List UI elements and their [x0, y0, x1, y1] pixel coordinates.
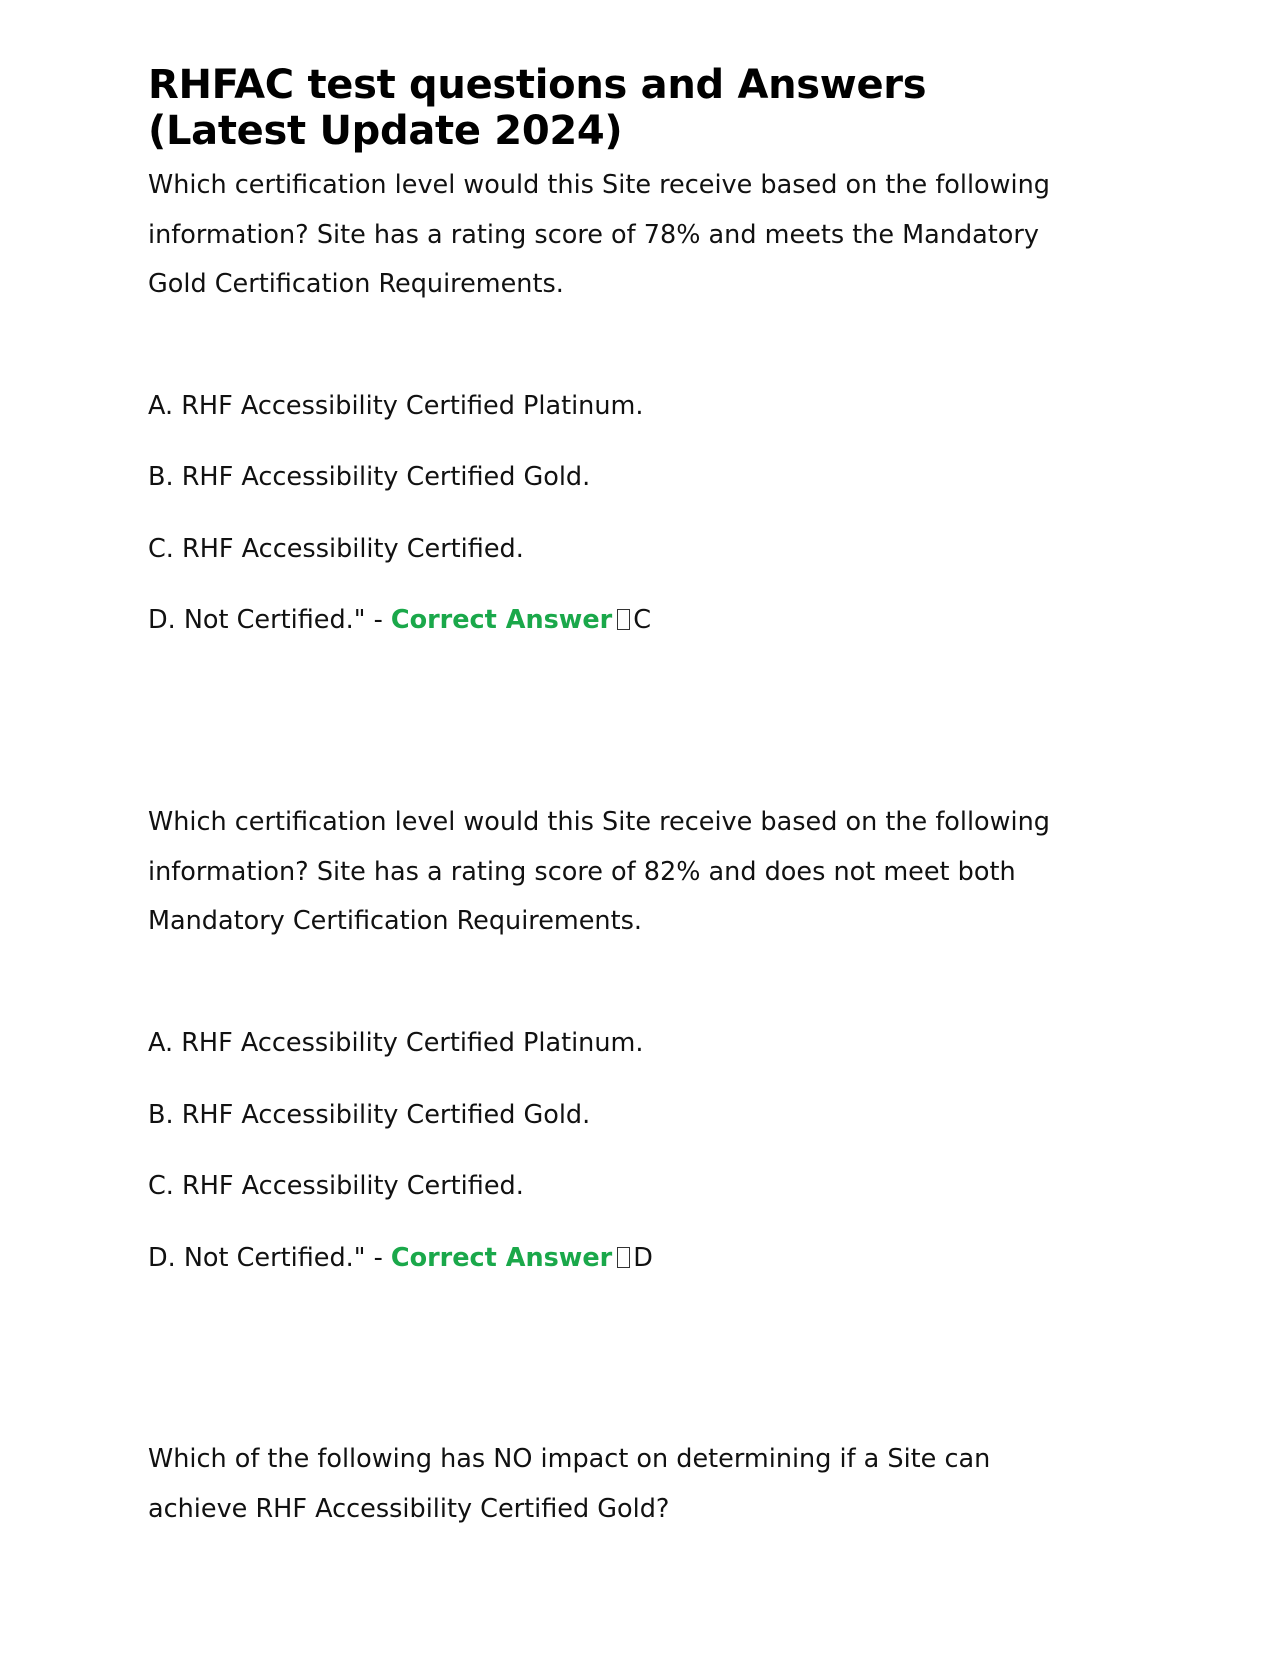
answer-option-with-answer: [148, 1242, 1150, 1273]
question-text: Which certification level would this Site receive based on the following information? Site has a rating score of 82% and does not meet both Mandatory Certification Requirements.: [148, 806, 1050, 937]
spacer: [148, 680, 1150, 764]
question-text: Which certification level would this Site receive based on the following information? Site has a rating score of 78% and meets the Mandatory Gold Certification Requirements.: [148, 169, 1050, 300]
answer-option: B. RHF Accessibility Certified Gold.: [148, 1099, 591, 1130]
page-title-line-2: (Latest Update 2024): [148, 108, 623, 155]
missing-glyph-icon: [617, 1247, 630, 1268]
answer-option-with-answer: [148, 605, 1150, 636]
spacer: [148, 1317, 1150, 1401]
spacer: [148, 1401, 1150, 1435]
correct-answer-label: Correct Answer: [390, 1242, 613, 1273]
page-title-line-1: RHFAC test questions and Answers: [148, 62, 927, 108]
answer-option: B. RHF Accessibility Certified Gold.: [148, 462, 591, 493]
answer-option-text: D. Not Certified." -: [148, 605, 391, 636]
answer-option: A. RHF Accessibility Certified Platinum.: [148, 1028, 644, 1059]
answer-option: C. RHF Accessibility Certified.: [148, 533, 524, 564]
spacer: [148, 764, 1150, 798]
correct-answer-label: Correct Answer: [390, 605, 613, 636]
answer-option: C. RHF Accessibility Certified.: [148, 1171, 524, 1202]
page-title: [148, 62, 1150, 155]
spacer: [148, 947, 1150, 1031]
question-text: Which of the following has NO impact on determining if a Site can achieve RHF Accessibility Certified Gold?: [148, 1444, 991, 1524]
missing-glyph-icon: [617, 609, 630, 630]
spacer: [148, 310, 1150, 394]
correct-answer-value: D: [633, 1242, 653, 1273]
answer-option: A. RHF Accessibility Certified Platinum.: [148, 390, 644, 421]
answer-option-text: D. Not Certified." -: [148, 1242, 391, 1273]
correct-answer-value: C: [633, 605, 652, 636]
